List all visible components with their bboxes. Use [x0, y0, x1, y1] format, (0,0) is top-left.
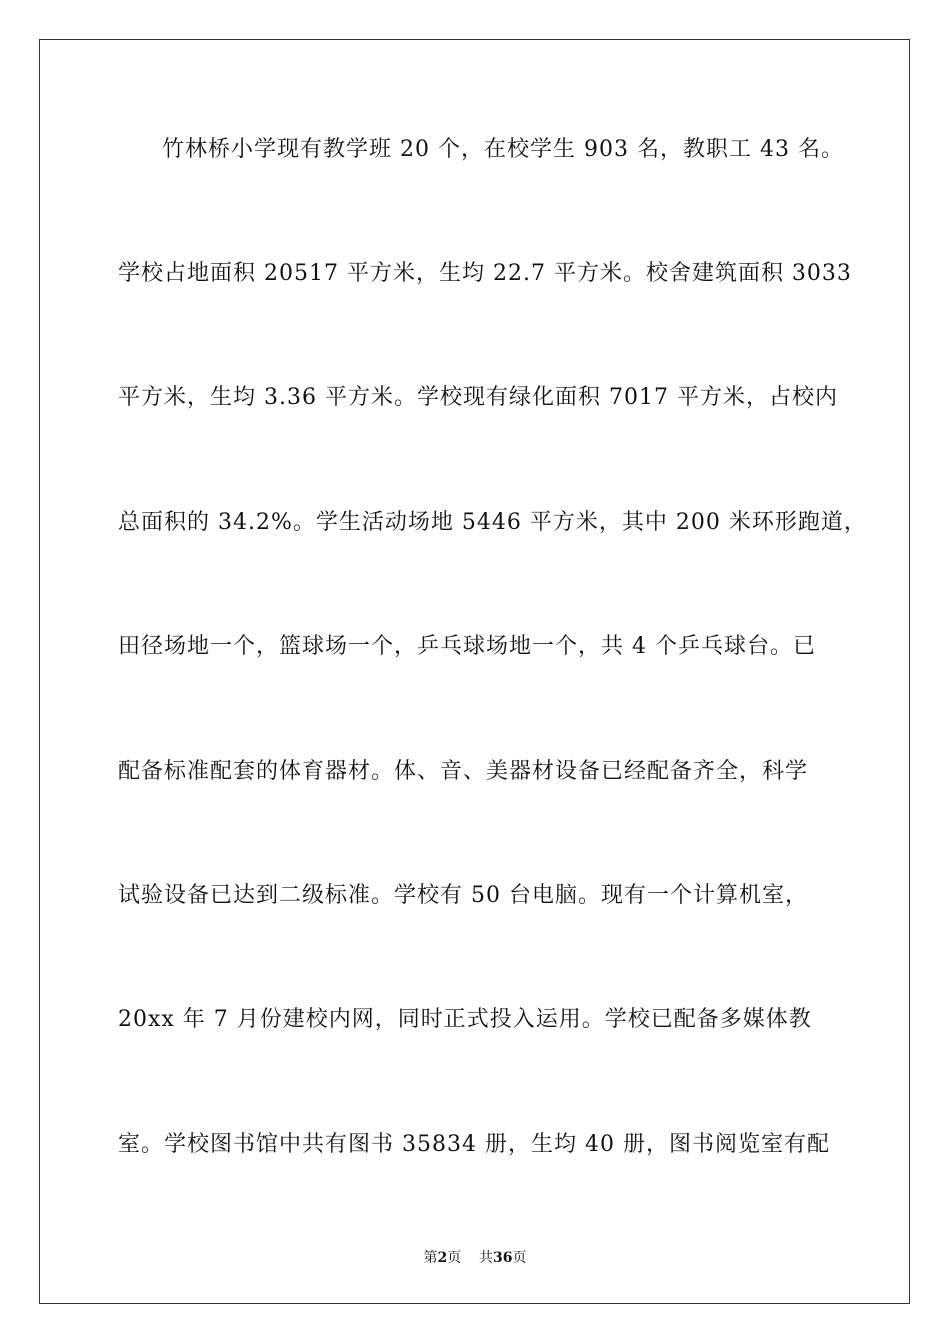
footer-total-prefix: 共: [479, 1250, 494, 1266]
footer-page-number: 2: [437, 1250, 448, 1266]
paragraph-line-3: 平方米，生均 3.36 平方米。学校现有绿化面积 7017 平方米，占校内: [118, 385, 838, 410]
paragraph-line-4: 总面积的 34.2%。学生活动场地 5446 平方米，其中 200 米环形跑道，: [118, 510, 867, 535]
footer-page-prefix: 第: [423, 1250, 438, 1266]
paragraph-line-9: 室。学校图书馆中共有图书 35834 册，生均 40 册，图书阅览室有配: [118, 1132, 830, 1157]
page-footer: [0, 1247, 950, 1267]
paragraph-line-5: 田径场地一个，篮球场一个，乒乓球场地一个，共 4 个乒乓球台。已: [118, 634, 816, 659]
footer-total-pages: 36: [493, 1250, 513, 1266]
paragraph-line-7: 试验设备已达到二级标准。学校有 50 台电脑。现有一个计算机室，: [118, 883, 808, 908]
footer-page-suffix: 页: [447, 1250, 462, 1266]
page-border: [39, 39, 910, 1304]
paragraph-line-6: 配备标准配套的体育器材。体、音、美器材设备已经配备齐全，科学: [118, 759, 809, 784]
paragraph-line-8: 20xx 年 7 月份建校内网，同时正式投入运用。学校已配备多媒体教: [118, 1007, 812, 1032]
paragraph-line-1: 竹林桥小学现有教学班 20 个，在校学生 903 名，教职工 43 名。: [162, 137, 844, 162]
paragraph-line-2: 学校占地面积 20517 平方米，生均 22.7 平方米。校舍建筑面积 3033: [118, 261, 852, 286]
footer-total-suffix: 页: [512, 1250, 527, 1266]
